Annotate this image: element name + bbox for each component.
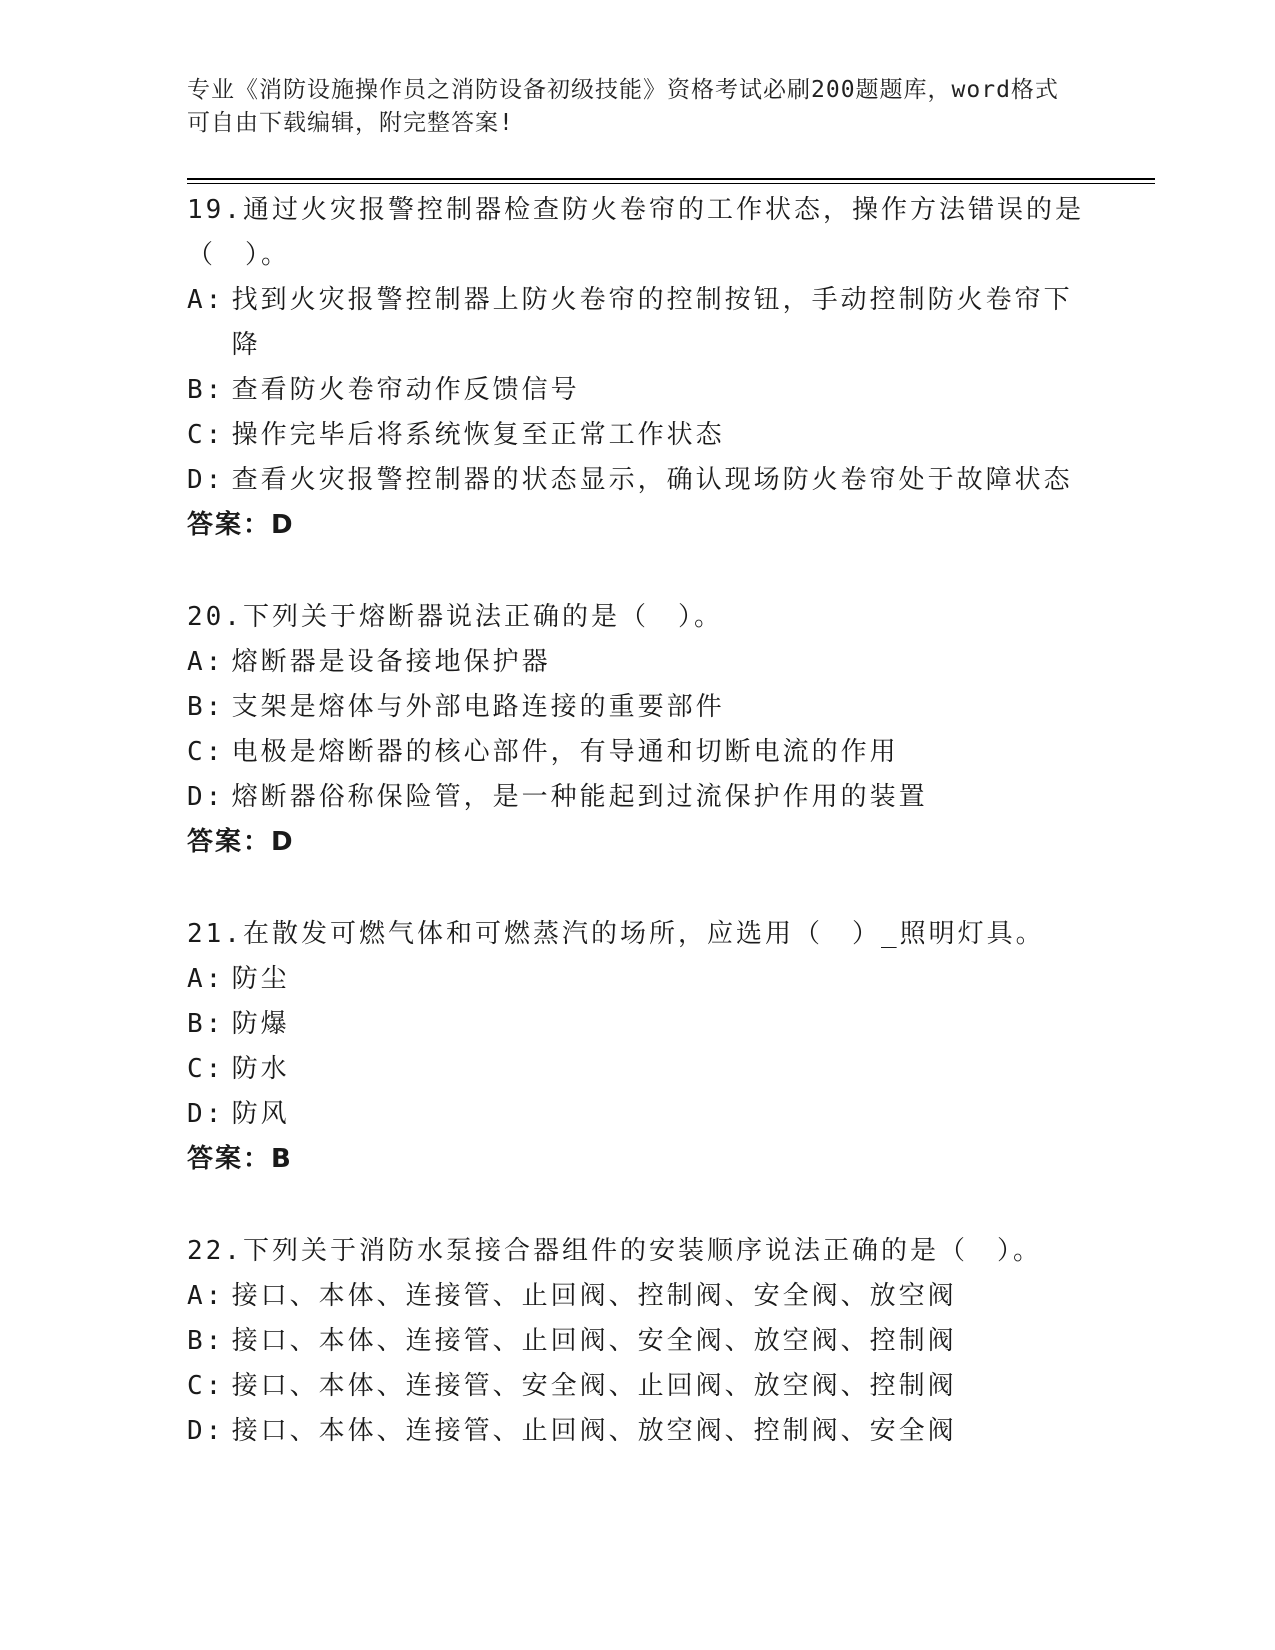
option-key: D [187, 465, 206, 495]
option-text: 接口、本体、连接管、止回阀、安全阀、放空阀、控制阀 [231, 1326, 957, 1356]
header-divider-thick [187, 178, 1155, 180]
option-c [187, 1047, 1087, 1092]
option-separator: : [205, 465, 225, 495]
option-a [187, 640, 1087, 685]
question-22 [187, 1229, 1087, 1454]
option-key: B [187, 375, 206, 405]
option-c [187, 730, 1087, 775]
option-separator: : [205, 285, 225, 315]
option-key: C [187, 737, 206, 767]
option-text: 防风 [231, 1099, 290, 1129]
option-separator: : [205, 964, 225, 994]
option-separator: : [205, 1054, 225, 1084]
option-separator: : [205, 1009, 225, 1039]
option-separator: : [205, 420, 225, 450]
option-a [187, 1274, 1087, 1319]
option-key: A [187, 964, 206, 994]
document-header: 专业《消防设施操作员之消防设备初级技能》资格考试必刷200题题库，word格式可自由下载编辑，附完整答案! [187, 77, 1059, 136]
question-21 [187, 912, 1087, 1182]
option-c [187, 1364, 1087, 1409]
answer-label: 答案：D [187, 510, 295, 540]
option-d [187, 1409, 1087, 1454]
header-divider-thin [187, 183, 1155, 184]
question-text: 下列关于熔断器说法正确的是（ ）。 [242, 602, 723, 632]
question-number: 20. [187, 602, 243, 632]
answer-label: 答案：B [187, 1144, 293, 1174]
option-separator: : [205, 692, 225, 722]
option-text: 防爆 [231, 1009, 290, 1039]
question-number: 19. [187, 195, 243, 225]
option-key: B [187, 692, 206, 722]
option-b [187, 685, 1087, 730]
question-stem [187, 912, 1087, 957]
option-d [187, 458, 1087, 503]
option-key: A [187, 647, 206, 677]
option-separator: : [205, 782, 225, 812]
answer-label: 答案：D [187, 827, 295, 857]
option-key: B [187, 1326, 206, 1356]
option-separator: : [205, 1099, 225, 1129]
option-separator: : [205, 1281, 225, 1311]
option-separator: : [205, 647, 225, 677]
option-text: 电极是熔断器的核心部件，有导通和切断电流的作用 [231, 737, 899, 767]
option-separator: : [205, 1416, 225, 1446]
option-key: D [187, 1099, 206, 1129]
option-b [187, 368, 1087, 413]
question-number: 21. [187, 919, 243, 949]
option-key: C [187, 420, 206, 450]
option-d [187, 775, 1087, 820]
question-text: 下列关于消防水泵接合器组件的安装顺序说法正确的是（ ）。 [242, 1236, 1042, 1266]
question-stem [187, 188, 1087, 278]
option-key: D [187, 1416, 206, 1446]
option-separator: : [205, 1326, 225, 1356]
option-a [187, 957, 1087, 1002]
question-19 [187, 188, 1087, 548]
option-d [187, 1092, 1087, 1137]
option-key: C [187, 1054, 206, 1084]
option-text: 支架是熔体与外部电路连接的重要部件 [231, 692, 725, 722]
option-text: 找到火灾报警控制器上防火卷帘的控制按钮，手动控制防火卷帘下降 [231, 285, 1073, 360]
option-separator: : [205, 375, 225, 405]
option-c [187, 413, 1087, 458]
question-stem [187, 595, 1087, 640]
option-key: D [187, 782, 206, 812]
option-text: 接口、本体、连接管、止回阀、放空阀、控制阀、安全阀 [231, 1416, 957, 1446]
option-key: C [187, 1371, 206, 1401]
option-text: 查看防火卷帘动作反馈信号 [231, 375, 580, 405]
option-separator: : [205, 737, 225, 767]
option-text: 查看火灾报警控制器的状态显示，确认现场防火卷帘处于故障状态 [231, 465, 1073, 495]
question-number: 22. [187, 1236, 243, 1266]
option-text: 接口、本体、连接管、止回阀、控制阀、安全阀、放空阀 [231, 1281, 957, 1311]
question-stem [187, 1229, 1087, 1274]
option-separator: : [205, 1371, 225, 1401]
option-a [187, 278, 1087, 368]
option-text: 操作完毕后将系统恢复至正常工作状态 [231, 420, 725, 450]
option-key: B [187, 1009, 206, 1039]
question-list [187, 188, 1087, 1501]
question-text: 通过火灾报警控制器检查防火卷帘的工作状态，操作方法错误的是（ ）。 [187, 195, 1084, 270]
option-text: 熔断器俗称保险管，是一种能起到过流保护作用的装置 [231, 782, 928, 812]
option-key: A [187, 285, 206, 315]
option-text: 防水 [231, 1054, 290, 1084]
option-text: 接口、本体、连接管、安全阀、止回阀、放空阀、控制阀 [231, 1371, 957, 1401]
question-20 [187, 595, 1087, 865]
question-text: 在散发可燃气体和可燃蒸汽的场所，应选用（ ）_照明灯具。 [242, 919, 1045, 949]
option-text: 防尘 [231, 964, 290, 994]
option-text: 熔断器是设备接地保护器 [231, 647, 551, 677]
option-b [187, 1319, 1087, 1364]
option-key: A [187, 1281, 206, 1311]
option-b [187, 1002, 1087, 1047]
